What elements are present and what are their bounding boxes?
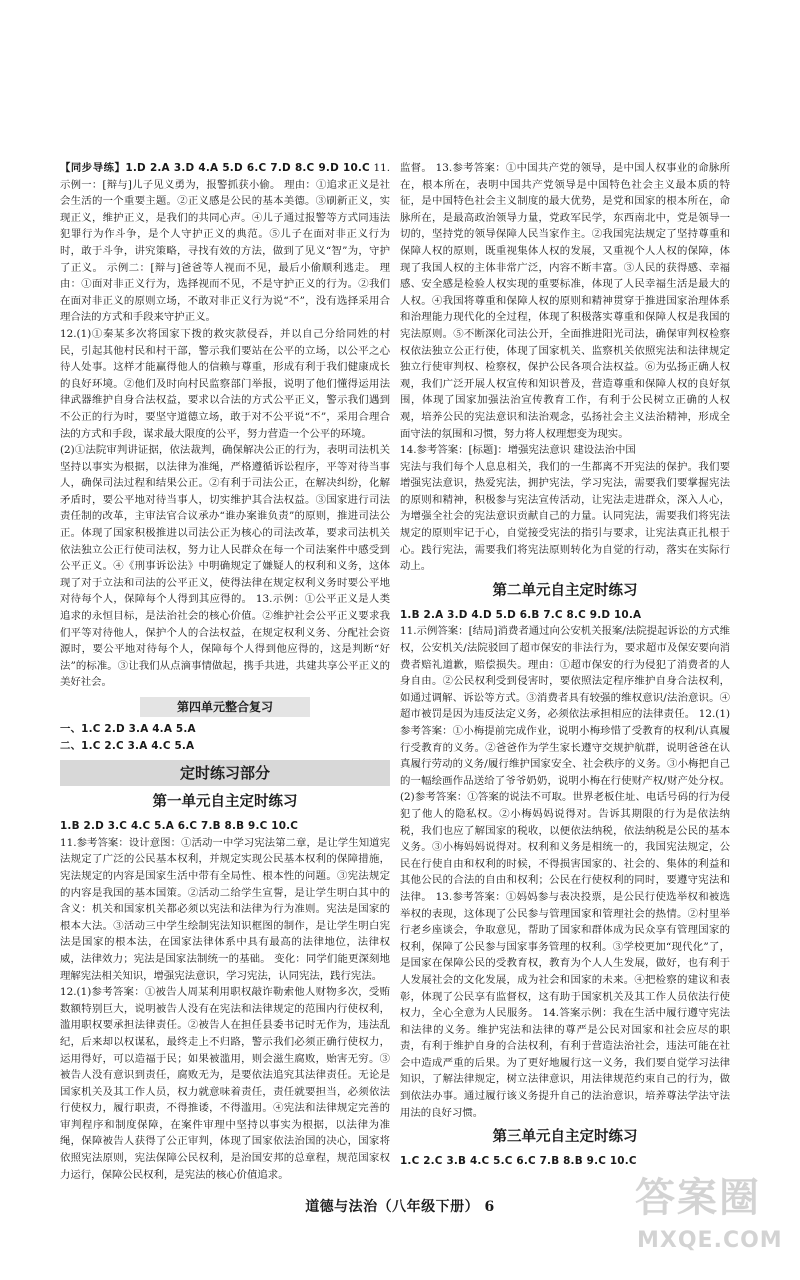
unit1-q14-title: 14.参考答案：[标题]：增强宪法意识 建设法治中国 [400, 444, 636, 457]
unit2-heading: 第二单元自主定时练习 [492, 582, 638, 599]
review-answers-one: 一、1.C 2.D 3.A 4.A 5.A [60, 723, 196, 735]
unit1-q12-part2 [60, 1183, 390, 1185]
unit4-review-heading: 第四单元整合复习 [140, 697, 310, 717]
unit1-q12-part1: 12.(1)参考答案：①被告人周某利用职权敲诈勒索他人财物多次，受贿数额特别巨大，说明被告人没有在宪法和法律规定的范围内行使权利，滥用职权要承担法律责任。②被告人在担任县委书记时无作为，违法乱纪，后来却以权谋私，最终走上不归路，警示我们必须正确行使权力，运用得好，可以造福于民；如果被滥用，则会滋生腐败，贻害无穷。③被告人没有意识到责任，腐败无为，是要依法追究其法律责任。无论是国家机关及其工作人员，权力就意味着责任，责任就要担当，必须依法行使权力，履行职责，不得推诿，不得滥用。④宪法和法律规定完善的审判程序和制度保障，在案件审理中坚持以事实为根据，以法律为准绳，保障被告人获得了公正审判，体现了国家依法治国的决心，国家将依照宪法原则，宪法保障公民权利，是治国安邦的总章程，规范国家权力运行，保障公民权利，是宪法的核心价值追求。 [60, 986, 390, 1181]
unit3-heading: 第三单元自主定时练习 [492, 1129, 638, 1146]
unit2-answers: 1.B 2.A 3.D 4.D 5.D 6.B 7.C 8.C 9.D 10.A [400, 608, 642, 621]
review-answers-two: 二、1.C 2.C 3.A 4.C 5.A [60, 739, 195, 752]
q12-part2: (2)①法院审判讲证据，依法裁判，确保解决公正的行为，表明司法机关坚持以事实为根据，以法律为准绳，严格遵循诉讼程序，平等对待当事人，确保司法过程和结果公正。②有利于司法公正，在解决纠纷，化解矛盾时，要公平地对待当事人，切实维护其合法权益。③国家进行司法责任制的改革，主审法官合议承办“谁办案谁负责”的原则，推进司法公正。体现了国家积极推进以司法公正为核心的司法改革，要求司法机关依法独立公正行使司法权，努力让人民群众在每一个司法案件中感受到公平正义。④《刑事诉讼法》中明确规定了嫌疑人的权利和义务，这体现了对于立法和司法的公平正义，使得法律在规定权利义务时要公平地对待每个人，保障每个人得到其应得的。 13.示例：①公平正义是人类追求的永恒目标，是法治社会的核心价值。②维护社会公平正义要求我们平等对待他人，保护个人的合法权益，在规定权利义务、分配社会资源时，要公平地对待每个人，保障每个人得到他应得的，这是判断“好法”的标准。③让我们从点滴事情做起，携手共进，共建共享公平正义的美好社会。 [60, 444, 390, 689]
timed-practice-heading: 定时练习部分 [60, 760, 390, 786]
unit1-q14-body: 宪法与我们每个人息息相关，我们的一生都离不开宪法的保护。我们要增强宪法意识，热爱宪法，拥护宪法，学习宪法，需要我们要掌握宪法的原则和精神，积极参与宪法宣传活动，让宪法走进群众，深入人心，为增强全社会的宪法意识贡献自己的力量。认同宪法，需要我们将宪法规定的原则牢记于心，自觉接受宪法的指引与要求，让宪法真正扎根于心。践行宪法，需要我们将宪法原则转化为自觉的行动，落实在实际行动上。 [400, 460, 730, 573]
unit1-q13: 监督。 13.参考答案：①中国共产党的领导，是中国人权事业的命脉所在，根本所在，表明中国共产党领导是中国特色社会主义最本质的特征，是中国特色社会主义制度的最大优势，是党和国家的根本所在，命脉所在，是最高政治领导力量，党政军民学，东西南北中，党是领导一切的，坚持党的领导保障人民当家作主。②我国宪法规定了坚持尊重和保障人权的原则，既重视集体人权的发展，又重视个人人权的保障，体现了我国人权的主体非常广泛，内容不断丰富。③人民的获得感、幸福感、安全感是检验人权实现的重要标准，体现了人民幸福生活是最大的人权。④我国将尊重和保障人权的原则和精神贯穿于推进国家治理体系和治理能力现代化的全过程，体现了积极落实尊重和保障人权是我国的宪法原则。⑤不断深化司法公开，全面推进阳光司法，确保审判权检察权依法独立公正行使，体现了国家机关、监察机关依照宪法和法律规定独立行使审判权、检察权，保护公民各项合法权益。⑥为弘扬正确人权观，我们广泛开展人权宣传和知识普及，营造尊重和保障人权的良好氛围，体现了国家加强法治宣传教育工作，有利于公民树立正确的人权观，培养公民的宪法意识和法治观念，弘扬社会主义法治精神，形成全面守法的氛围和习惯，努力将人权理想变为现实。 [400, 162, 730, 440]
unit2-body: 11.示例答案：[结局]消费者通过向公安机关报案/法院提起诉讼的方式维权，公安机关/法院驳回了超市保安的非法行为，要求超市及保安要向消费者赔礼道歉，赔偿损失。理由：①超市保安的行为侵犯了消费者的人身自由。②公民权利受到侵害时，要依照法定程序维护自身合法权利，如通过调解、诉讼等方式。③消费者具有较强的维权意识/法治意识。④超市被罚是因为违反法定义务，必须依法承担相应的法律责任。 12.(1)参考答案：①小梅提前完成作业，说明小梅珍惜了受教育的权利/认真履行受教育的义务。②爸爸作为学生家长遵守交规护航群，说明爸爸在认真履行劳动的义务/履行维护国家安全、社会秩序的义务。③小梅把自己的一幅绘画作品送给了爷爷奶奶，说明小梅在行使财产权/财产处分权。 (2)参考答案：①答案的说法不可取。世界老板住址、电话号码的行为侵犯了他人的隐私权。②小梅妈妈说得对。告诉其期限的行为是依法纳税，我们也应了解国家的税收，以便依法纳税，依法纳税是公民的基本义务。③小梅妈妈说得对。权利和义务是相统一的，我国宪法规定，公民在行使自由和权利的时候，不得损害国家的、社会的、集体的利益和其他公民的合法的自由和权利；公民在行使权利的同时，要遵守宪法和法律。 13.参考答案：①妈妈参与表决投票，是公民行使选举权和被选举权的表现，这体现了公民参与管理国家和管理社会的热情。②村里举行老乡座谈会，争取意见，帮助了国家和群体成为民众享有管理国家的权利，保障了公民参与国家事务管理的权利。③学校更加“现代化”了，是国家在保障公民的受教育权，教育为个人人生发展，做好，也有利于人发展社会的文化发展，成为社会和国家的未来。④把检察的建议和表彰，体现了公民享有监督权，这有助于国家机关及其工作人员依法行使权力，全心全意为人民服务。 14.答案示例：我在生活中履行遵守宪法和法律的义务。维护宪法和法律的尊严是公民对国家和社会应尽的职责，有利于维护自身的合法权利，有利于营造法治社会，违法可能在社会中造成严重的后果。为了更好地履行这一义务，我们要自觉学习法律知识，了解法律规定，树立法律意识，用法律规范约束自己的行为，做到依法办事。通过履行该义务提升自己的法治意识，培养尊法学法守法用法的良好习惯。 [400, 625, 730, 1119]
unit1-q11: 11.参考答案：设计意图：①活动一中学习宪法第二章，是让学生知道宪法规定了广泛的公民基本权利，并规定实现公民基本权利的保障措施，宪法规定的内容是国家生活中带有全局性、根本性的问题。③宪法规定的内容是我国的基本国策。②活动二给学生宣誓，是让学生明白其中的含义：机关和国家机关都必须以宪法和法律为行为准则。宪法是国家的根本大法。③活动三中学生绘制宪法知识框图的制作，是让学生明白宪法是国家的根本法，在国家法律体系中具有最高的法律地位，法律权威，法律效力；宪法是国家法制统一的基础。 变化：同学们能更深刻地理解宪法相关知识，增强宪法意识，学习宪法，认同宪法，践行宪法。 [60, 836, 390, 982]
q12-part1: 12.(1)①秦某多次将国家下拨的救灾款侵吞，并以自己分给同姓的村民，引起其他村民和村干部，警示我们要站在公平的立场，以公平之心待人处事。这样才能赢得他人的信赖与尊重，形成有利于我们健康成长的良好环境。②他们及时向村民监察部门举报，说明了他们懂得运用法律武器维护自身合法权益，要求以合法的方式公平正义，警示我们遇到不公正的行为时，要坚守道德立场，敢于对不公平说“不”，采用合理合法的方式和手段，谋求最大限度的公平，努力营造一个公平的环境。 [60, 327, 390, 440]
sync-practice-paragraph [60, 160, 390, 326]
watermark-main-text: 答案圈 [635, 1175, 761, 1221]
page-footer: 道德与法治（八年级下册） 6 [305, 1199, 495, 1215]
unit3-answers: 1.C 2.C 3.B 4.C 5.C 6.C 7.B 8.B 9.C 10.C [400, 1155, 637, 1165]
sync-answers: 【同步导练】1.D 2.A 3.D 4.A 5.D 6.C 7.D 8.C 9.D 10.C [60, 162, 370, 174]
right-column [400, 160, 730, 1165]
left-column [60, 160, 390, 1185]
watermark-logo [615, 1158, 785, 1268]
sync-body-text: 11.示例一：[辩与]儿子见义勇为，报警抓获小偷。 理由：①追求正义是社会生活的一个重要主题。②正义感是公民的基本美德。③刷新正义，实现正义，维护正义，是我们的共同心声。④儿子通过报警等方式同违法犯罪行为作斗争，是个人守护正义的典范。⑤儿子在面对非正义行为时，敢于斗争，讲究策略，寻找有效的方法，做到了见义“智”为，守护了正义。 示例二：[辩与]爸爸等人视而不见，最后小偷顺利逃走。 理由：①面对非正义行为，选择视而不见，不是守护正义的行为。②我们在面对非正义的原则立场，不敢对非正义行为说“不”，没有选择采用合理合法的方式和手段来守护正义。 [60, 162, 390, 324]
unit1-answers: 1.B 2.D 3.C 4.C 5.A 6.C 7.B 8.B 9.C 10.C [60, 820, 299, 833]
unit1-heading: 第一单元自主定时练习 [152, 794, 298, 811]
watermark-url-text: MXQE.COM [637, 1228, 783, 1253]
